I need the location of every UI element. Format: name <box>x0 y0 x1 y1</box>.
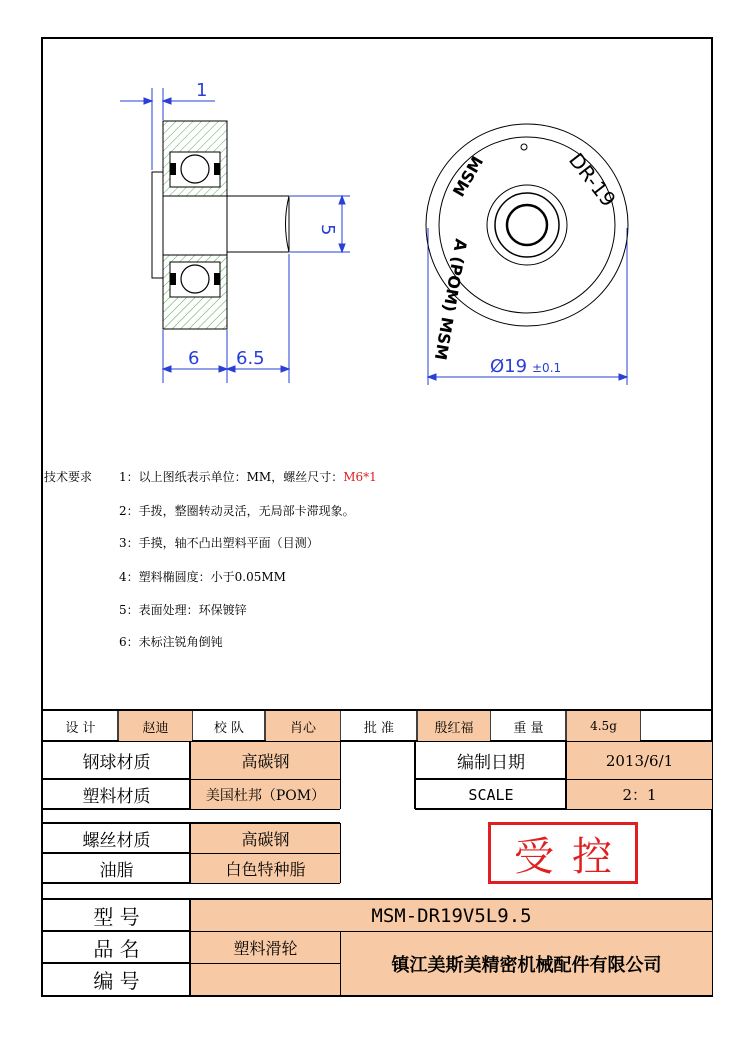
controlled-stamp: 受控 <box>488 822 638 884</box>
company-name: 镇江美斯美精密机械配件有限公司 <box>341 932 712 995</box>
dim-5-label: 5 <box>317 224 338 236</box>
plastic-material-label: 塑料材质 <box>82 787 151 807</box>
date-label: 编制日期 <box>457 753 525 773</box>
ball-top <box>181 155 209 183</box>
product-name-label: 品 名 <box>93 937 140 961</box>
check-label: 校 队 <box>213 720 245 736</box>
check-value: 肖心 <box>266 711 340 741</box>
design-value: 赵迪 <box>119 711 192 741</box>
requirement-3: 3：手摸，轴不凸出塑料平面（目测） <box>119 536 319 550</box>
product-name-value: 塑料滑轮 <box>191 932 340 963</box>
requirement-5: 5：表面处理：环保镀锌 <box>119 603 247 617</box>
scale-label: SCALE <box>468 785 514 804</box>
dim-6-5-label: 6.5 <box>236 348 265 369</box>
dim-1-label: 1 <box>196 80 208 101</box>
section-view <box>152 121 289 329</box>
grease-label: 油脂 <box>99 861 134 881</box>
number-label: 编 号 <box>93 969 140 993</box>
requirement-4: 4：塑料椭圆度：小于0.05MM <box>119 570 286 584</box>
number-value <box>191 964 340 995</box>
requirements-title: 技术要求 <box>44 470 93 484</box>
screw-material-label: 螺丝材质 <box>82 831 151 851</box>
weight-value: 4.5g <box>567 711 640 741</box>
dim-6-label: 6 <box>188 348 200 369</box>
model-label: 型 号 <box>93 905 140 929</box>
approve-label: 批 准 <box>363 720 395 736</box>
weight-label: 重 量 <box>513 720 544 736</box>
model-value: MSM-DR19V5L9.5 <box>191 900 712 931</box>
screw-material-value: 高碳钢 <box>191 824 340 853</box>
front-text-msm: MSM <box>449 152 488 200</box>
dia-tol-label: ±0.1 <box>532 361 562 375</box>
requirement-6: 6：未标注锐角倒钝 <box>119 635 223 649</box>
grease-value: 白色特种脂 <box>191 854 340 883</box>
front-text-bottom: A (POM) MSM <box>430 237 471 362</box>
design-label: 设 计 <box>65 720 96 736</box>
requirement-1: 1：以上图纸表示单位：MM，螺丝尺寸：M6*1 <box>119 470 377 484</box>
approve-value: 殷红福 <box>418 711 490 741</box>
dia-label: Ø19 <box>490 356 528 377</box>
date-value: 2013/6/1 <box>567 742 712 779</box>
ball-bottom <box>181 265 209 293</box>
scale-value: 2：1 <box>567 780 712 809</box>
plastic-material-value: 美国杜邦（POM） <box>191 780 340 809</box>
screw-size: M6*1 <box>343 470 377 484</box>
requirement-2: 2：手拨，整圈转动灵活，无局部卡滞现象。 <box>119 504 355 518</box>
front-text-dr19: DR-19 <box>564 148 621 212</box>
ball-material-label: 钢球材质 <box>82 753 151 773</box>
ball-material-value: 高碳钢 <box>191 742 340 779</box>
